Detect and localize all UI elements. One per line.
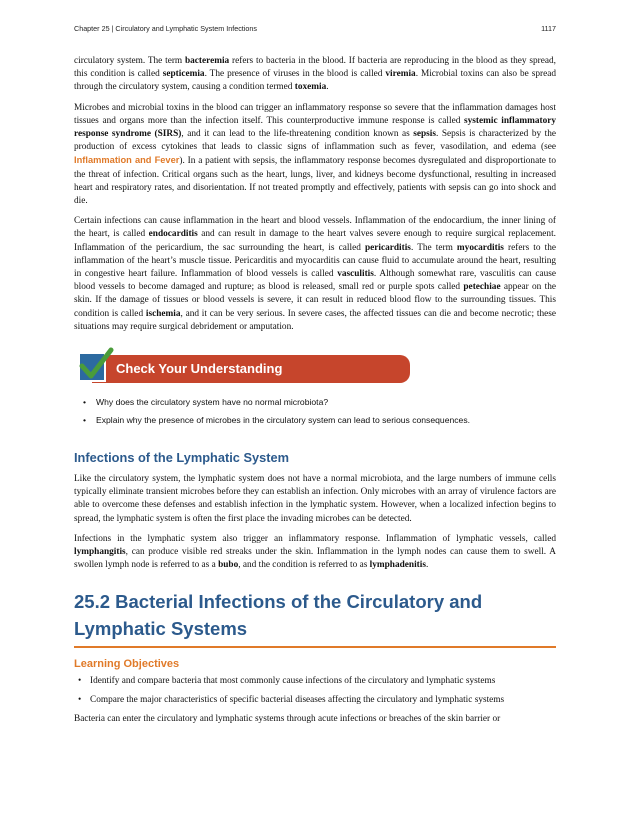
term-ischemia: ischemia [145,308,181,319]
list-item: • Identify and compare bacteria that most commonly cause infections of the circulatory and lymphatic systems [74,675,556,688]
checkmark-icon [78,346,114,380]
term-viremia: viremia [385,69,416,80]
paragraph: Bacteria can enter the circulatory and lymphatic systems through acute infections or breaches of the skin barrier or [74,714,501,725]
list-item: • Explain why the presence of microbes in the circulatory system can lead to serious consequences. [74,414,556,426]
page-body [74,55,556,734]
objectives-list [74,675,556,707]
banner-bar [92,355,410,383]
objectives-heading: Learning Objectives [74,658,180,671]
inflammation-fever-link[interactable]: Inflammation and Fever [74,155,180,166]
running-header [74,24,556,36]
list-item: • Why does the circulatory system have no normal microbiota? [74,396,556,408]
check-questions [74,396,556,426]
term-pericarditis: pericarditis [364,242,411,253]
term-toxemia: toxemia [294,82,327,93]
term-endocarditis: endocarditis [148,229,198,240]
check-understanding-banner [74,352,556,390]
paragraph: Infections in the lymphatic system also trigger an inflammatory response. Inflammation of lymphatic vessels, called lymphangitis, can produce visible red streaks under the skin. Inflammation in the lymph nodes can cause them to swell. A swollen lymph node is referred to as a bubo, and the condition is referred to as lymphadenitis. [74,533,556,571]
term-septicemia: septicemia [162,69,205,80]
term-vasculitis: vasculitis [337,269,374,280]
term-sepsis: sepsis [413,129,436,140]
paragraph: Like the circulatory system, the lymphatic system does not have a normal microbiota, and the large numbers of immune cells typically eliminate transient microbes before they can establish an infection. Only microbes with an array of virulence factors are able to overcome these defenses and establish infection in the lymphatic system. However, when a localized infection begins to spread, the lymphatic system is often the first place the invading microbes can be detected. [74,474,556,524]
banner-title: Check Your Understanding [116,361,283,377]
chapter-section-title: 25.2 Bacterial Infections of the Circulatory and Lymphatic Systems [74,591,483,640]
term-petechiae: petechiae [463,282,501,293]
paragraph: Microbes and microbial toxins in the blood can trigger an inflammatory response so severe that the inflammation damages host tissues and organs more than the infection itself. This counterproductive immune response is called systemic inflammatory response syndrome (SIRS), and it can lead to the life-threatening condition known as sepsis. Sepsis is characterized by the production of excess cytokines that leads to classic signs of inflammation such as fever, vasodilation, and edema (see Inflammation and Fever). In a patient with sepsis, the inflammatory response becomes dysregulated and disproportionate to the threat of infection. Critical organs such as the heart, lungs, liver, and kidneys become dysfunctional, resulting in increased heart and respiratory rates, and disorientation. If not treated promptly and effectively, patients with sepsis can go into shock and die. [74,102,556,207]
paragraph: circulatory system. The term bacteremia refers to bacteria in the blood. If bacteria are reproducing in the blood as they spread, this condition is called septicemia. The presence of viruses in the blood is called viremia. Microbial toxins can also be spread through the circulatory system, causing a condition termed toxemia. [74,56,556,93]
divider [74,646,556,648]
term-sirs: systemic inflammatory response syndrome (SIRS) [74,115,556,140]
term-bacteremia: bacteremia [184,56,230,66]
term-lymphangitis: lymphangitis [74,547,126,558]
term-bubo: bubo [218,560,239,571]
chapter-title: Chapter 25 | Circulatory and Lymphatic System Infections [74,24,257,33]
paragraph: Certain infections can cause inflammation in the heart and blood vessels. Inflammation of the endocardium, the inner lining of the heart, is called endocarditis and can result in damage to the heart valves severe enough to require surgical replacement. Inflammation of the pericardium, the sac surrounding the heart, is called pericarditis. The term myocarditis refers to the inflammation of the heart’s muscle tissue. Pericarditis and myocarditis can cause fluid to accumulate around the heart, resulting in congestive heart failure. Inflammation of blood vessels is called vasculitis. Although somewhat rare, vasculitis can cause blood vessels to become damaged and rupture; as blood is released, small red or purple spots called petechiae appear on the skin. If the damage of tissues or blood vessels is severe, it can result in reduced blood flow to the surrounding tissues. This condition is called ischemia, and it can be very serious. In severe cases, the affected tissues can die and become necrotic; these situations may require surgical debridement or amputation. [74,216,556,332]
page-number: 1117 [541,24,556,33]
term-lymphadenitis: lymphadenitis [369,560,426,571]
term-myocarditis: myocarditis [456,242,504,253]
section-heading: Infections of the Lymphatic System [74,450,289,466]
list-item: • Compare the major characteristics of specific bacterial diseases affecting the circulatory and lymphatic systems [74,694,556,707]
